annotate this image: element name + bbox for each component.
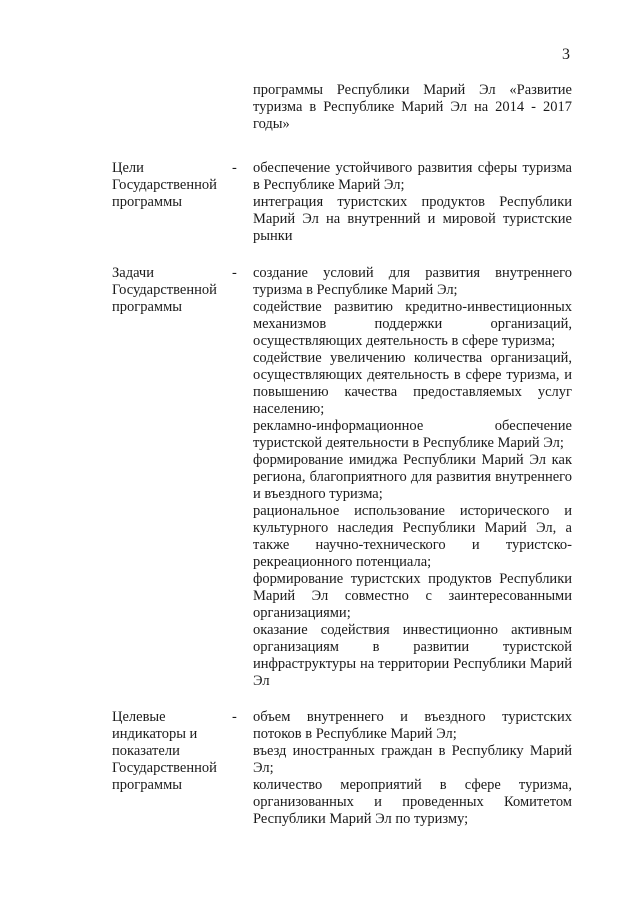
preamble-item: программы Республики Марий Эл «Развитие туризма в Республике Марий Эл на 2014 - 2017 годы» — [253, 82, 572, 132]
list-item: создание условий для развития внутреннего туризма в Республике Марий Эл; — [253, 265, 572, 298]
passport-table — [0, 82, 640, 828]
list-item: содействие увеличению количества организаций, осуществляющих деятельность в сфере туризма, и повышению качества предоставляемых услуг населению; — [253, 350, 572, 417]
list-item: рекламно-информационное обеспечение туристской деятельности в Республике Марий Эл; — [253, 418, 572, 451]
list-item: формирование туристских продуктов Республики Марий Эл совместно с заинтересованными организациями; — [253, 571, 572, 621]
section-tasks — [0, 265, 640, 690]
section-items — [253, 160, 572, 245]
section-dash: - — [232, 265, 237, 281]
list-item: обеспечение устойчивого развития сферы туризма в Республике Марий Эл; — [253, 160, 572, 193]
page-number: 3 — [562, 46, 570, 63]
section-label: Цели Государственной программы — [112, 160, 217, 210]
list-item: объем внутреннего и въездного туристских потоков в Республике Марий Эл; — [253, 709, 572, 742]
section-dash: - — [232, 160, 237, 176]
list-item: формирование имиджа Республики Марий Эл как региона, благоприятного для развития внутреннего и въездного туризма; — [253, 452, 572, 502]
section-indicators — [0, 709, 640, 828]
preamble-text — [253, 82, 572, 133]
list-item: оказание содействия инвестиционно активным организациям в развитии туристской инфраструктуры на территории Республики Марий Эл — [253, 622, 572, 689]
preamble-section — [0, 82, 640, 133]
section-goals — [0, 160, 640, 245]
list-item: содействие развитию кредитно-инвестиционных механизмов поддержки организаций, осуществляющих деятельность в сфере туризма; — [253, 299, 572, 349]
list-item: въезд иностранных граждан в Республику Марий Эл; — [253, 743, 572, 776]
section-label: Задачи Государственной программы — [112, 265, 217, 315]
section-items — [253, 265, 572, 690]
section-label: Целевые индикаторы и показатели Государственной программы — [112, 709, 217, 793]
list-item: рациональное использование исторического и культурного наследия Республики Марий Эл, а также научно-технического и туристско-рекреационного потенциала; — [253, 503, 572, 570]
section-items — [253, 709, 572, 828]
list-item: количество мероприятий в сфере туризма, организованных и проведенных Комитетом Республики Марий Эл по туризму; — [253, 777, 572, 827]
section-dash: - — [232, 709, 237, 725]
list-item: интеграция туристских продуктов Республики Марий Эл на внутренний и мировой туристские рынки — [253, 194, 572, 244]
